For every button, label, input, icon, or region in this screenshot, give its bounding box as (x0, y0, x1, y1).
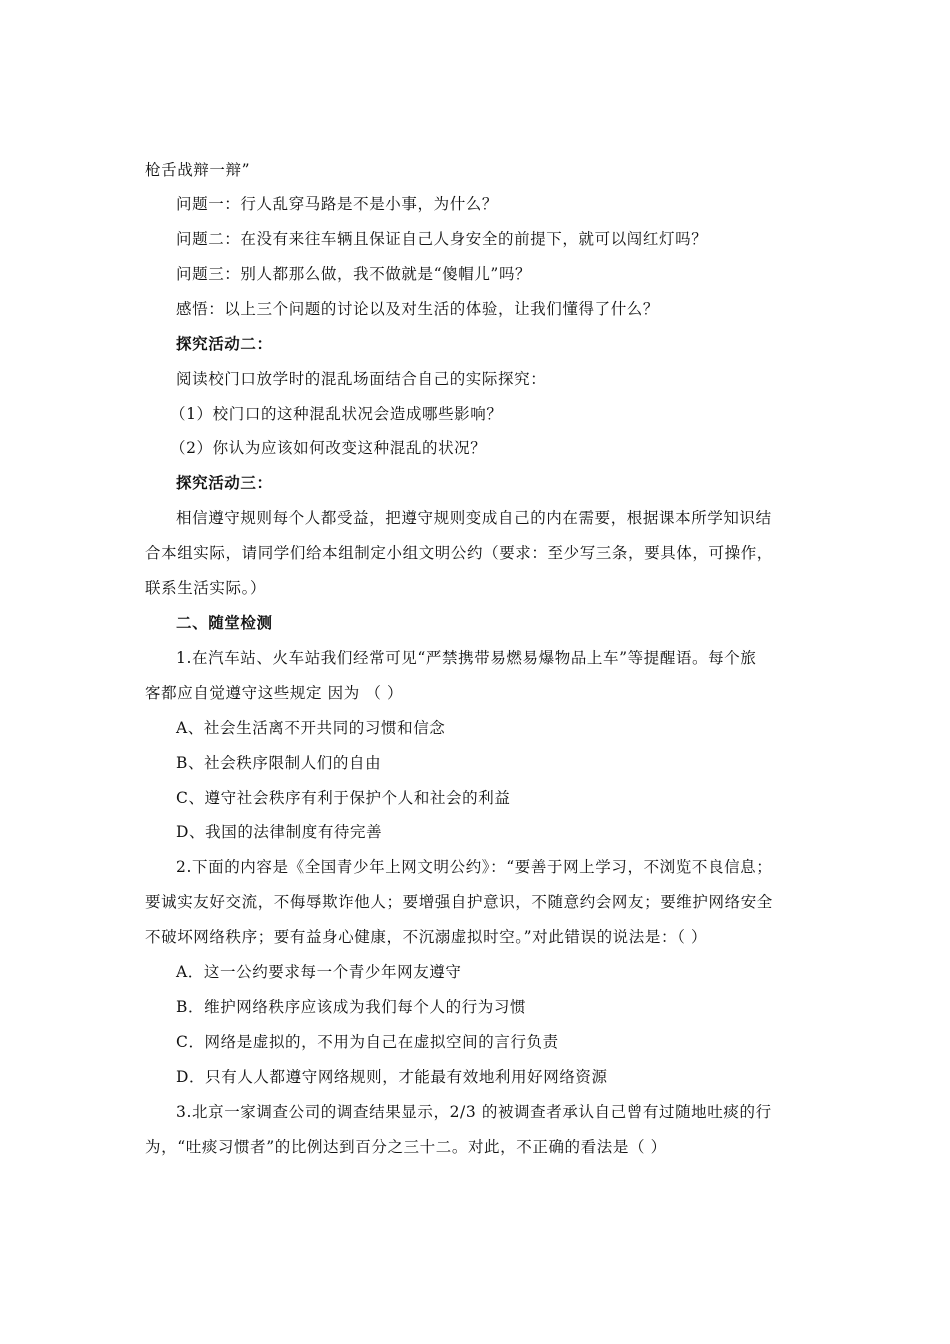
answer-option: A、社会生活离不开共同的习惯和信念 (176, 719, 446, 737)
reflection: 感悟：以上三个问题的讨论以及对生活的体验，让我们懂得了什么？ (176, 300, 660, 318)
answer-option: D、我国的法律制度有待完善 (176, 823, 383, 841)
question-text: 客都应自觉遵守这些规定 因为 （ ） (145, 684, 404, 702)
text-line: 阅读校门口放学时的混乱场面结合自己的实际探究： (176, 370, 547, 388)
question-text: 为，“吐痰习惯者”的比例达到百分之三十二。对此，不正确的看法是（ ） (145, 1138, 667, 1156)
question-text: 不破坏网络秩序；要有益身心健康，不沉溺虚拟时空。”对此错误的说法是：（ ） (145, 928, 708, 946)
question-text: 2.下面的内容是《全国青少年上网文明公约》：“要善于网上学习，不浏览不良信息； (176, 858, 773, 876)
text-line: （2）你认为应该如何改变这种混乱的状况？ (170, 439, 487, 457)
question-text: 要诚实友好交流，不侮辱欺诈他人；要增强自护意识，不随意约会网友；要维护网络安全 (145, 893, 773, 911)
section-heading: 探究活动三： (176, 473, 273, 492)
section-heading: 探究活动二： (176, 334, 273, 353)
question-text: 1.在汽车站、火车站我们经常可见“严禁携带易燃易爆物品上车”等提醒语。每个旅 (176, 649, 757, 667)
answer-option: C．网络是虚拟的，不用为自己在虚拟空间的言行负责 (176, 1033, 559, 1051)
text-line: 合本组实际，请同学们给本组制定小组文明公约（要求：至少写三条，要具体，可操作， (145, 544, 773, 562)
answer-option: D．只有人人都遵守网络规则，才能最有效地利用好网络资源 (176, 1068, 608, 1086)
answer-option: A．这一公约要求每一个青少年网友遵守 (176, 963, 462, 981)
question-2: 问题二：在没有来往车辆且保证自己人身安全的前提下，就可以闯红灯吗？ (176, 230, 708, 248)
question-1: 问题一：行人乱穿马路是不是小事，为什么？ (176, 195, 499, 213)
text-line: 联系生活实际。） (145, 579, 267, 597)
question-text: 3.北京一家调查公司的调查结果显示，2/3 的被调查者承认自己曾有过随地吐痰的行 (176, 1103, 772, 1121)
section-heading: 二、随堂检测 (176, 613, 273, 632)
question-3: 问题三：别人都那么做，我不做就是“傻帽儿”吗？ (176, 265, 532, 283)
answer-option: B．维护网络秩序应该成为我们每个人的行为习惯 (176, 998, 527, 1016)
answer-option: B、社会秩序限制人们的自由 (176, 754, 382, 772)
answer-option: C、遵守社会秩序有利于保护个人和社会的利益 (176, 789, 511, 807)
text-line: （1）校门口的这种混乱状况会造成哪些影响？ (170, 405, 503, 423)
text-line: 枪舌战辩一辩” (145, 161, 251, 179)
text-line: 相信遵守规则每个人都受益，把遵守规则变成自己的内在需要，根据课本所学知识结 (176, 509, 772, 527)
